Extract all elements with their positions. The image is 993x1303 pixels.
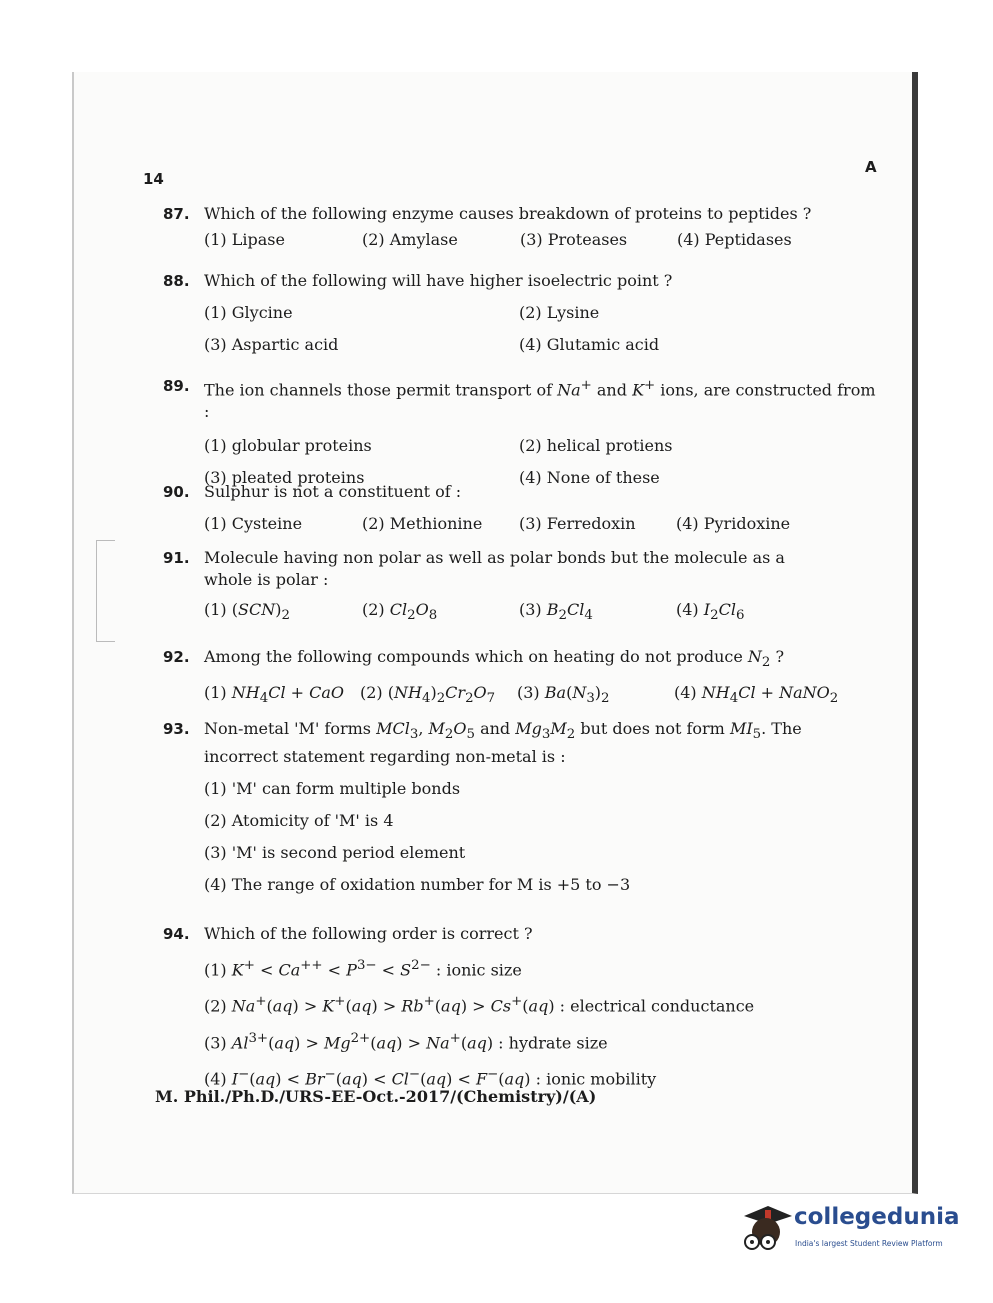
logo-text: collegedunia [794, 1204, 960, 1230]
question-94 [163, 923, 883, 1090]
option-4: (4) Peptidases [677, 230, 792, 249]
logo-tagline: India's largest Student Review Platform [795, 1239, 943, 1248]
question-93 [163, 718, 883, 896]
question-text: Sulphur is not a constituent of : [204, 482, 462, 501]
question-90 [163, 481, 883, 535]
option-4: (4) I−(aq) < Br−(aq) < Cl−(aq) < F−(aq) : ionic mobility [204, 1066, 657, 1089]
question-91 [163, 547, 883, 624]
question-87 [163, 203, 883, 251]
option-3: (3) Ferredoxin [519, 514, 636, 533]
option-4: (4) The range of oxidation number for M is +5 to −3 [204, 875, 631, 895]
option-3: (3) $B_2Cl_4$ [519, 600, 593, 624]
question-number: 91. [163, 549, 190, 567]
option-2: (2) Lysine [519, 303, 600, 322]
set-label: A [865, 158, 877, 176]
question-number: 93. [163, 720, 190, 738]
question-number: 87. [163, 205, 190, 223]
option-3: (3) $Al^{3+}(aq) > Mg^{2+}(aq) > Na^+(aq)$ : hydrate size [204, 1030, 608, 1052]
option-1: (1) $NH_4Cl$ + CaO [204, 683, 345, 707]
option-3: (3) $Ba(N_3)_2$ [517, 683, 610, 707]
option-4: (4) $NH_4Cl$ + NaNO$_2$ [674, 683, 839, 707]
question-text: Among the following compounds which on heating do not produce $N_2$ ? [204, 647, 785, 671]
option-4: (4) Pyridoxine [676, 514, 791, 533]
option-1: (1) Glycine [204, 303, 293, 322]
option-3: (3) 'M' is second period element [204, 843, 466, 863]
question-text: Molecule having non polar as well as polar bonds but the molecule as a whole is polar : [204, 548, 785, 589]
question-text: Which of the following will have higher isoelectric point ? [204, 271, 673, 290]
option-2: (2) $(NH_4)_2Cr_2O_7$ [360, 683, 496, 707]
question-number: 90. [163, 483, 190, 501]
option-4: (4) $I_2Cl_6$ [676, 600, 745, 624]
page-number: 14 [143, 170, 164, 188]
margin-bracket [96, 540, 115, 642]
option-3: (3) pleated proteins [204, 468, 365, 488]
question-text: The ion channels those permit transport of Na+ and K+ ions, are constructed from : [204, 378, 876, 422]
option-1: (1) $K^+ < Ca^{++} < P^{3-} < S^{2-}$ : ionic size [204, 958, 522, 980]
question-89 [163, 375, 883, 489]
mascot-icon [738, 1198, 794, 1258]
option-1: (1) $(SCN)_2$ [204, 600, 290, 624]
question-number: 94. [163, 925, 190, 943]
option-1: (1) Lipase [204, 230, 285, 249]
option-2: (2) Methionine [362, 514, 483, 533]
option-4: (4) None of these [519, 468, 660, 488]
question-number: 89. [163, 377, 190, 395]
option-2: (2) Atomicity of 'M' is 4 [204, 811, 394, 831]
option-1: (1) Cysteine [204, 514, 303, 533]
option-2: (2) $Cl_2O_8$ [362, 600, 438, 624]
question-88 [163, 270, 883, 356]
option-1: (1) globular proteins [204, 436, 372, 456]
question-text: Non-metal 'M' forms MCl$_3$, $M_2O_5$ and $Mg_3M_2$ but does not form $MI_5$. The incorrect statement regarding non-metal is : [204, 719, 802, 767]
question-text: Which of the following order is correct ? [204, 924, 533, 943]
option-3: (3) Proteases [520, 230, 628, 249]
collegedunia-logo [738, 1198, 968, 1262]
footer-code: M. Phil./Ph.D./URS-EE-Oct.-2017/(Chemistry)/(A) [155, 1087, 597, 1106]
option-2: (2) Amylase [362, 230, 458, 249]
question-number: 88. [163, 272, 190, 290]
option-3: (3) Aspartic acid [204, 335, 339, 354]
question-92 [163, 646, 883, 707]
option-2: (2) helical protiens [519, 436, 673, 456]
option-2: (2) Na+(aq) > K+(aq) > Rb+(aq) > Cs+(aq) : electrical conductance [204, 994, 755, 1016]
option-4: (4) Glutamic acid [519, 335, 660, 354]
option-1: (1) 'M' can form multiple bonds [204, 779, 461, 799]
question-number: 92. [163, 648, 190, 666]
question-text: Which of the following enzyme causes breakdown of proteins to peptides ? [204, 204, 812, 223]
